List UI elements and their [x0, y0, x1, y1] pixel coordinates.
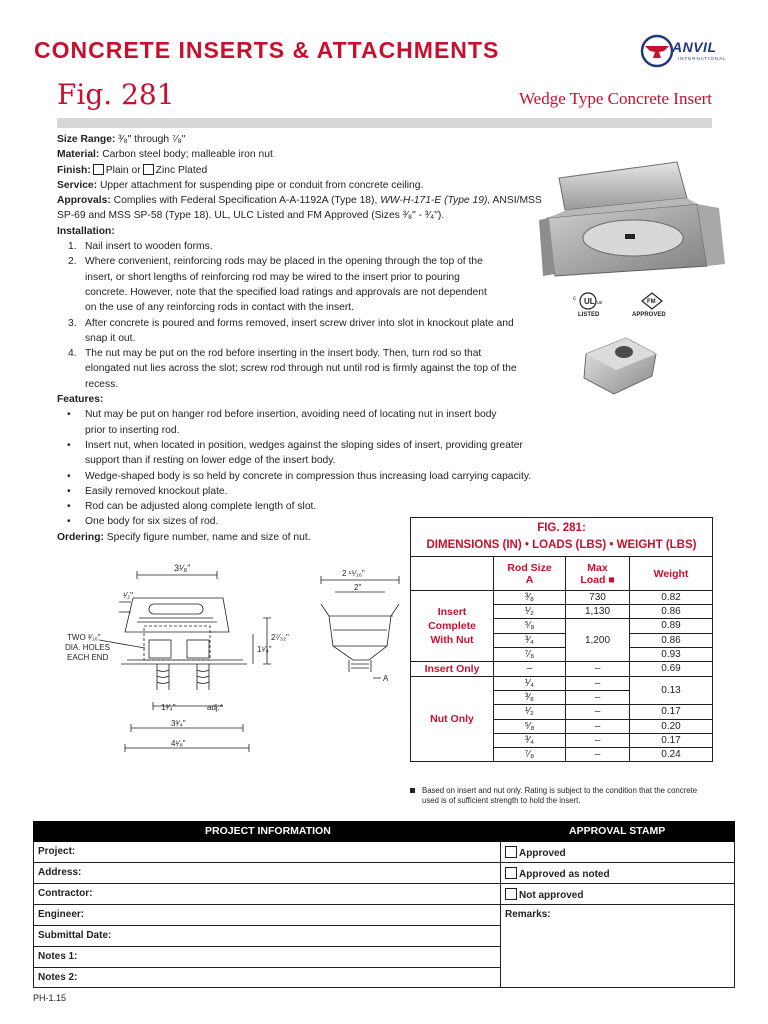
svg-text:1¹⁄₄": 1¹⁄₄": [257, 645, 272, 654]
table-footnote: Based on insert and nut only. Rating is subject to the condition that the concrete used is of sufficient strength to hold the insert.: [410, 786, 715, 805]
col-weight: Weight: [630, 557, 713, 591]
approved-as-noted-checkbox[interactable]: [505, 867, 517, 879]
list-item: • Insert nut, when located in position, wedges against the sloping sides of insert, providing greater support than if resting on lower edge of the insert body.: [57, 438, 547, 469]
spec-text: [57, 132, 547, 545]
group-nut-only: Nut Only: [411, 676, 494, 761]
ul-listed-icon: [573, 293, 603, 318]
project-field[interactable]: Project:: [34, 842, 500, 863]
dimensions-table-wrap: [410, 517, 713, 762]
dimension-drawing: [57, 560, 402, 800]
list-item: 2. Where convenient, reinforcing rods may be placed in the opening through the top of the insert, or short lengths of reinforcing rod may be wired to the insert prior to pouring concrete. However, note that the specified load ratings and approvals are not dependent on the use of any reinforcing rods in contact with the insert.: [68, 256, 487, 314]
footnote-marker: [410, 788, 415, 793]
figure-number: Fig. 281: [57, 78, 175, 111]
svg-text:1³⁄₄": 1³⁄₄": [161, 703, 176, 712]
service: Service: Upper attachment for suspending pipe or conduit from concrete ceiling.: [57, 179, 424, 191]
svg-text:us: us: [597, 300, 603, 306]
approved-as-noted-option[interactable]: Approved as noted: [501, 863, 734, 884]
group-insert-complete: Insert Complete With Nut: [411, 591, 494, 662]
project-info-title: PROJECT INFORMATION: [205, 825, 331, 837]
not-approved-checkbox[interactable]: [505, 888, 517, 900]
size-range: Size Range: ³⁄₈" through ⁷⁄₈": [57, 134, 186, 145]
insert-body-photo: [537, 148, 727, 288]
features-heading: Features:: [57, 394, 104, 406]
approval-stamp-title: APPROVAL STAMP: [569, 825, 666, 837]
svg-text:3³⁄₄": 3³⁄₄": [171, 719, 186, 728]
svg-text:TWO ³⁄₁₆": TWO ³⁄₁₆": [67, 633, 101, 642]
approval-stamp: [501, 842, 735, 988]
section-title: CONCRETE INSERTS & ATTACHMENTS: [34, 37, 500, 63]
list-item: 4. The nut may be put on the rod before inserting in the insert body. Then, turn rod so that elongated nut lies across the slot; screw rod through nut until rod is firmly against the top of the recess.: [68, 348, 517, 390]
table-row: ⁷⁄₈ 0.93: [411, 647, 713, 661]
svg-text:3¹⁄₈": 3¹⁄₈": [174, 563, 191, 573]
col-rod-size: Rod Size A: [494, 557, 566, 591]
table-row: Insert Complete With Nut ³⁄₈ 730 0.82: [411, 591, 713, 605]
svg-text:c: c: [573, 296, 576, 302]
list-item: 3. After concrete is poured and forms removed, insert screw driver into slot in knockout plate and snap it out.: [68, 317, 514, 344]
finish-plain-checkbox[interactable]: [93, 164, 104, 175]
table-row: ¹⁄₂ 1,130 0.86: [411, 605, 713, 619]
table-header-row: [411, 557, 713, 591]
list-item: • Rod can be adjusted along complete length of slot.: [57, 499, 547, 514]
table-row: ⁵⁄₈ – 0.20: [411, 719, 713, 733]
material: Material: Carbon steel body; malleable iron nut: [57, 149, 273, 161]
anvil-emblem-icon: [640, 33, 674, 69]
contractor-field[interactable]: Contractor:: [34, 884, 500, 905]
project-fields: [33, 842, 501, 988]
features-list: [57, 407, 547, 529]
finish: Finish: Plain or Zinc Plated: [57, 164, 208, 176]
brand-sub: INTERNATIONAL: [678, 56, 727, 61]
header-rule: [57, 118, 712, 128]
group-insert-only: Insert Only: [411, 661, 494, 676]
svg-text:DIA. HOLES: DIA. HOLES: [65, 643, 110, 652]
table-row: Insert Only – – 0.69: [411, 661, 713, 676]
svg-text:2": 2": [354, 583, 362, 592]
form-header: [33, 821, 735, 842]
svg-text:4¹⁄₈": 4¹⁄₈": [171, 739, 186, 748]
svg-text:2⁷⁄₃₂": 2⁷⁄₃₂": [271, 633, 289, 642]
col-max-load: Max Load ■: [566, 557, 630, 591]
approved-option[interactable]: Approved: [501, 842, 734, 863]
table-row: ³⁄₄ – 0.17: [411, 733, 713, 747]
list-item: • Wedge-shaped body is so held by concrete in compression thus increasing load carrying capacity.: [57, 469, 587, 484]
notes-2-field[interactable]: Notes 2:: [38, 972, 78, 983]
svg-text:A: A: [383, 674, 389, 683]
table-row: ³⁄₈ –: [411, 691, 713, 705]
list-item: 1. Nail insert to wooden forms.: [68, 241, 213, 253]
list-item: • One body for six sizes of rod.: [57, 514, 547, 529]
svg-text:LISTED: LISTED: [578, 312, 600, 318]
table-row: ¹⁄₂ – 0.17: [411, 705, 713, 719]
table-row: ⁵⁄₈ 1,200 0.89: [411, 619, 713, 633]
dimensions-table: [410, 517, 713, 762]
project-information-form: [33, 821, 735, 988]
svg-text:2 ¹⁵⁄₁₆": 2 ¹⁵⁄₁₆": [342, 569, 365, 578]
certification-marks: [570, 290, 680, 318]
fm-approved-icon: [632, 293, 666, 318]
nut-photo: [580, 330, 660, 400]
not-approved-option[interactable]: Not approved: [501, 884, 734, 905]
approvals: Approvals: Complies with Federal Specification A-A-1192A (Type 18), WW-H-171-E (Type 19), ANSI/MSS SP-69 and MSS SP-58 (Type 18). UL, ULC Listed and FM Approved (Sizes ³⁄₈" - ³⁄₄").: [57, 195, 542, 222]
remarks-field[interactable]: Remarks:: [505, 909, 551, 920]
notes-1-field[interactable]: Notes 1:: [34, 947, 500, 968]
brand-name: ANVIL: [672, 39, 717, 55]
page-id: PH-1.15: [33, 993, 67, 1003]
anvil-logo: [640, 33, 740, 69]
svg-text:FM: FM: [647, 299, 656, 305]
table-caption: FIG. 281: DIMENSIONS (IN) • LOADS (LBS) • WEIGHT (LBS): [411, 518, 713, 557]
svg-text:UL: UL: [584, 297, 595, 306]
table-row: Nut Only ¹⁄₄ – 0.13: [411, 676, 713, 690]
svg-text:¹⁄₂": ¹⁄₂": [123, 591, 133, 600]
ordering: Ordering: Specify figure number, name and size of nut.: [57, 531, 311, 543]
svg-text:APPROVED: APPROVED: [632, 312, 666, 318]
installation-heading: Installation:: [57, 225, 115, 237]
table-row: ⁷⁄₈ – 0.24: [411, 747, 713, 761]
engineer-field[interactable]: Engineer:: [34, 905, 500, 926]
svg-text:EACH END: EACH END: [67, 653, 109, 662]
list-item: • Easily removed knockout plate.: [57, 484, 547, 499]
address-field[interactable]: Address:: [34, 863, 500, 884]
installation-list: [57, 239, 547, 392]
svg-text:adj.*: adj.*: [207, 703, 224, 712]
list-item: • Nut may be put on hanger rod before insertion, avoiding need of locating nut in insert body prior to inserting rod.: [57, 407, 547, 438]
submittal-date-field[interactable]: Submittal Date:: [34, 926, 500, 947]
product-subtitle: Wedge Type Concrete Insert: [518, 89, 712, 108]
table-row: ³⁄₄ 0.86: [411, 633, 713, 647]
approved-checkbox[interactable]: [505, 846, 517, 858]
finish-zinc-checkbox[interactable]: [143, 164, 154, 175]
